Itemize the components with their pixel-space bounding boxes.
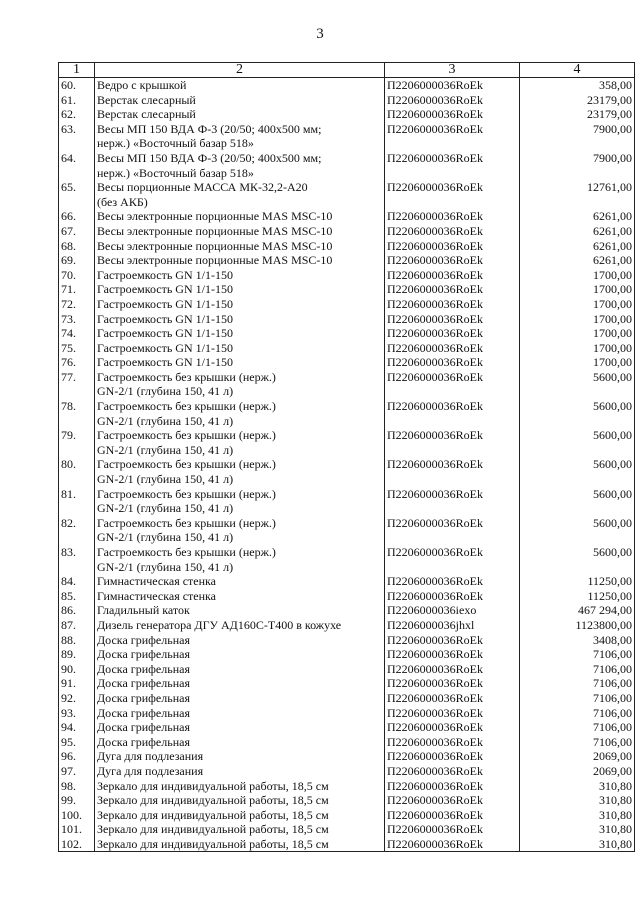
inventory-code: П2206000036RoEk bbox=[385, 297, 520, 312]
page-number: 3 bbox=[316, 26, 324, 42]
row-number: 80. bbox=[59, 457, 95, 486]
item-price: 7106,00 bbox=[520, 720, 635, 735]
row-number: 77. bbox=[59, 370, 95, 399]
table-row bbox=[59, 779, 635, 794]
item-price: 7106,00 bbox=[520, 691, 635, 706]
row-number: 66. bbox=[59, 209, 95, 224]
row-number: 65. bbox=[59, 180, 95, 209]
item-price: 7106,00 bbox=[520, 735, 635, 750]
item-price: 2069,00 bbox=[520, 749, 635, 764]
row-number: 81. bbox=[59, 487, 95, 516]
item-price: 310,80 bbox=[520, 793, 635, 808]
row-number: 98. bbox=[59, 779, 95, 794]
item-name: Весы электронные порционные MAS MSC-10 bbox=[95, 209, 385, 224]
header-col-1: 1 bbox=[59, 63, 95, 78]
table-row bbox=[59, 749, 635, 764]
table-row bbox=[59, 662, 635, 677]
item-price: 2069,00 bbox=[520, 764, 635, 779]
inventory-code: П2206000036RoEk bbox=[385, 78, 520, 93]
row-number: 93. bbox=[59, 706, 95, 721]
table-header bbox=[59, 63, 635, 78]
item-name: Доска грифельная bbox=[95, 633, 385, 648]
item-price: 7106,00 bbox=[520, 676, 635, 691]
item-name: Доска грифельная bbox=[95, 676, 385, 691]
row-number: 89. bbox=[59, 647, 95, 662]
inventory-code: П2206000036RoEk bbox=[385, 837, 520, 852]
row-number: 73. bbox=[59, 312, 95, 327]
row-number: 94. bbox=[59, 720, 95, 735]
table-row bbox=[59, 618, 635, 633]
item-price: 5600,00 bbox=[520, 399, 635, 428]
row-number: 70. bbox=[59, 268, 95, 283]
table-row bbox=[59, 297, 635, 312]
item-price: 7900,00 bbox=[520, 151, 635, 180]
item-price: 5600,00 bbox=[520, 457, 635, 486]
row-number: 74. bbox=[59, 326, 95, 341]
table-row bbox=[59, 78, 635, 93]
row-number: 76. bbox=[59, 355, 95, 370]
item-price: 1700,00 bbox=[520, 312, 635, 327]
item-price: 310,80 bbox=[520, 822, 635, 837]
row-number: 78. bbox=[59, 399, 95, 428]
item-name: Доска грифельная bbox=[95, 720, 385, 735]
table-row bbox=[59, 647, 635, 662]
table-row bbox=[59, 341, 635, 356]
row-number: 100. bbox=[59, 808, 95, 823]
table-row bbox=[59, 151, 635, 180]
item-name: Дуга для подлезания bbox=[95, 764, 385, 779]
item-price: 1700,00 bbox=[520, 326, 635, 341]
row-number: 68. bbox=[59, 239, 95, 254]
item-price: 5600,00 bbox=[520, 428, 635, 457]
row-number: 85. bbox=[59, 589, 95, 604]
item-name: Весы МП 150 ВДА Ф-3 (20/50; 400х500 мм; нерж.) «Восточный базар 518» bbox=[95, 151, 385, 180]
item-name: Доска грифельная bbox=[95, 706, 385, 721]
item-name: Доска грифельная bbox=[95, 691, 385, 706]
item-name: Гастроемкость GN 1/1-150 bbox=[95, 312, 385, 327]
inventory-code: П2206000036RoEk bbox=[385, 749, 520, 764]
inventory-code: П2206000036RoEk bbox=[385, 662, 520, 677]
inventory-code: П2206000036RoEk bbox=[385, 691, 520, 706]
item-name: Гастроемкость без крышки (нерж.) GN-2/1 (глубина 150, 41 л) bbox=[95, 428, 385, 457]
inventory-code: П2206000036RoEk bbox=[385, 224, 520, 239]
row-number: 95. bbox=[59, 735, 95, 750]
item-name: Весы электронные порционные MAS MSC-10 bbox=[95, 253, 385, 268]
header-col-3: 3 bbox=[385, 63, 520, 78]
item-price: 23179,00 bbox=[520, 107, 635, 122]
table-body bbox=[59, 78, 635, 852]
item-name: Гастроемкость без крышки (нерж.) GN-2/1 (глубина 150, 41 л) bbox=[95, 487, 385, 516]
inventory-code: П2206000036RoEk bbox=[385, 93, 520, 108]
row-number: 86. bbox=[59, 603, 95, 618]
item-name: Гастроемкость без крышки (нерж.) GN-2/1 (глубина 150, 41 л) bbox=[95, 457, 385, 486]
table-row bbox=[59, 355, 635, 370]
item-name: Зеркало для индивидуальной работы, 18,5 см bbox=[95, 808, 385, 823]
inventory-code: П2206000036RoEk bbox=[385, 822, 520, 837]
item-price: 358,00 bbox=[520, 78, 635, 93]
item-price: 7106,00 bbox=[520, 662, 635, 677]
table-row bbox=[59, 822, 635, 837]
row-number: 79. bbox=[59, 428, 95, 457]
header-col-4: 4 bbox=[520, 63, 635, 78]
inventory-code: П2206000036RoEk bbox=[385, 180, 520, 209]
item-name: Гастроемкость GN 1/1-150 bbox=[95, 282, 385, 297]
inventory-code: П2206000036RoEk bbox=[385, 370, 520, 399]
inventory-code: П2206000036RoEk bbox=[385, 312, 520, 327]
table-row bbox=[59, 487, 635, 516]
item-price: 467 294,00 bbox=[520, 603, 635, 618]
table-row bbox=[59, 326, 635, 341]
item-name: Гастроемкость GN 1/1-150 bbox=[95, 297, 385, 312]
item-price: 5600,00 bbox=[520, 516, 635, 545]
item-price: 7106,00 bbox=[520, 706, 635, 721]
item-price: 6261,00 bbox=[520, 209, 635, 224]
inventory-code: П2206000036RoEk bbox=[385, 735, 520, 750]
item-name: Гладильный каток bbox=[95, 603, 385, 618]
row-number: 67. bbox=[59, 224, 95, 239]
item-name: Гастроемкость без крышки (нерж.) GN-2/1 (глубина 150, 41 л) bbox=[95, 545, 385, 574]
item-price: 5600,00 bbox=[520, 370, 635, 399]
inventory-code: П2206000036RoEk bbox=[385, 487, 520, 516]
inventory-code: П2206000036RoEk bbox=[385, 282, 520, 297]
inventory-code: П2206000036RoEk bbox=[385, 633, 520, 648]
inventory-code: П2206000036RoEk bbox=[385, 268, 520, 283]
inventory-code: П2206000036RoEk bbox=[385, 764, 520, 779]
row-number: 64. bbox=[59, 151, 95, 180]
inventory-code: П2206000036RoEk bbox=[385, 676, 520, 691]
table-row bbox=[59, 589, 635, 604]
item-name: Доска грифельная bbox=[95, 735, 385, 750]
item-name: Доска грифельная bbox=[95, 662, 385, 677]
item-name: Весы МП 150 ВДА Ф-3 (20/50; 400х500 мм; нерж.) «Восточный базар 518» bbox=[95, 122, 385, 151]
inventory-code: П2206000036RoEk bbox=[385, 239, 520, 254]
table-row bbox=[59, 837, 635, 852]
table-row bbox=[59, 122, 635, 151]
table-row bbox=[59, 720, 635, 735]
table-row bbox=[59, 428, 635, 457]
table-row bbox=[59, 808, 635, 823]
table-row bbox=[59, 457, 635, 486]
item-price: 6261,00 bbox=[520, 224, 635, 239]
item-price: 6261,00 bbox=[520, 253, 635, 268]
item-name: Зеркало для индивидуальной работы, 18,5 см bbox=[95, 837, 385, 852]
table-row bbox=[59, 107, 635, 122]
table-row bbox=[59, 793, 635, 808]
item-price: 6261,00 bbox=[520, 239, 635, 254]
item-name: Гастроемкость GN 1/1-150 bbox=[95, 268, 385, 283]
inventory-code: П2206000036RoEk bbox=[385, 428, 520, 457]
table-row bbox=[59, 764, 635, 779]
row-number: 88. bbox=[59, 633, 95, 648]
table-row bbox=[59, 706, 635, 721]
item-name: Весы электронные порционные MAS MSC-10 bbox=[95, 224, 385, 239]
item-name: Гастроемкость без крышки (нерж.) GN-2/1 (глубина 150, 41 л) bbox=[95, 370, 385, 399]
table-row bbox=[59, 93, 635, 108]
header-row bbox=[59, 63, 635, 78]
item-price: 5600,00 bbox=[520, 487, 635, 516]
inventory-code: П2206000036RoEk bbox=[385, 209, 520, 224]
row-number: 75. bbox=[59, 341, 95, 356]
row-number: 99. bbox=[59, 793, 95, 808]
row-number: 63. bbox=[59, 122, 95, 151]
item-name: Весы порционные МАССА МК-32,2-А20 (без АКБ) bbox=[95, 180, 385, 209]
inventory-code: П2206000036RoEk bbox=[385, 589, 520, 604]
table-row bbox=[59, 676, 635, 691]
item-name: Дуга для подлезания bbox=[95, 749, 385, 764]
inventory-code: П2206000036RoEk bbox=[385, 399, 520, 428]
inventory-code: П2206000036RoEk bbox=[385, 516, 520, 545]
table-row bbox=[59, 312, 635, 327]
row-number: 92. bbox=[59, 691, 95, 706]
row-number: 87. bbox=[59, 618, 95, 633]
row-number: 82. bbox=[59, 516, 95, 545]
item-name: Весы электронные порционные MAS MSC-10 bbox=[95, 239, 385, 254]
item-price: 310,80 bbox=[520, 808, 635, 823]
inventory-code: П2206000036RoEk bbox=[385, 808, 520, 823]
item-name: Дизель генератора ДГУ АД160С-Т400 в кожухе bbox=[95, 618, 385, 633]
inventory-code: П2206000036RoEk bbox=[385, 326, 520, 341]
row-number: 61. bbox=[59, 93, 95, 108]
item-name: Гимнастическая стенка bbox=[95, 589, 385, 604]
table-row bbox=[59, 224, 635, 239]
row-number: 91. bbox=[59, 676, 95, 691]
row-number: 101. bbox=[59, 822, 95, 837]
inventory-code: П2206000036RoEk bbox=[385, 355, 520, 370]
row-number: 83. bbox=[59, 545, 95, 574]
item-price: 23179,00 bbox=[520, 93, 635, 108]
item-name: Гастроемкость без крышки (нерж.) GN-2/1 (глубина 150, 41 л) bbox=[95, 516, 385, 545]
inventory-code: П2206000036RoEk bbox=[385, 107, 520, 122]
item-name: Зеркало для индивидуальной работы, 18,5 см bbox=[95, 779, 385, 794]
inventory-code: П2206000036RoEk bbox=[385, 151, 520, 180]
item-price: 11250,00 bbox=[520, 574, 635, 589]
item-name: Ведро с крышкой bbox=[95, 78, 385, 93]
item-price: 310,80 bbox=[520, 779, 635, 794]
row-number: 72. bbox=[59, 297, 95, 312]
table-row bbox=[59, 239, 635, 254]
table-row bbox=[59, 633, 635, 648]
item-name: Гимнастическая стенка bbox=[95, 574, 385, 589]
table-row bbox=[59, 180, 635, 209]
table-row bbox=[59, 399, 635, 428]
row-number: 97. bbox=[59, 764, 95, 779]
item-name: Гастроемкость GN 1/1-150 bbox=[95, 355, 385, 370]
inventory-code: П2206000036RoEk bbox=[385, 706, 520, 721]
table-row bbox=[59, 691, 635, 706]
inventory-table bbox=[58, 62, 635, 852]
row-number: 62. bbox=[59, 107, 95, 122]
header-col-2: 2 bbox=[95, 63, 385, 78]
inventory-code: П2206000036RoEk bbox=[385, 720, 520, 735]
table-row bbox=[59, 545, 635, 574]
inventory-code: П2206000036RoEk bbox=[385, 457, 520, 486]
inventory-code: П2206000036RoEk bbox=[385, 779, 520, 794]
table-row bbox=[59, 282, 635, 297]
item-price: 1123800,00 bbox=[520, 618, 635, 633]
inventory-code: П2206000036jhxl bbox=[385, 618, 520, 633]
table-row bbox=[59, 516, 635, 545]
inventory-code: П2206000036iexo bbox=[385, 603, 520, 618]
inventory-code: П2206000036RoEk bbox=[385, 545, 520, 574]
table-row bbox=[59, 574, 635, 589]
item-price: 1700,00 bbox=[520, 268, 635, 283]
table-row bbox=[59, 209, 635, 224]
item-price: 1700,00 bbox=[520, 341, 635, 356]
item-price: 1700,00 bbox=[520, 297, 635, 312]
row-number: 71. bbox=[59, 282, 95, 297]
item-name: Гастроемкость без крышки (нерж.) GN-2/1 (глубина 150, 41 л) bbox=[95, 399, 385, 428]
item-name: Гастроемкость GN 1/1-150 bbox=[95, 326, 385, 341]
item-name: Гастроемкость GN 1/1-150 bbox=[95, 341, 385, 356]
row-number: 102. bbox=[59, 837, 95, 852]
inventory-code: П2206000036RoEk bbox=[385, 253, 520, 268]
item-price: 7106,00 bbox=[520, 647, 635, 662]
item-name: Верстак слесарный bbox=[95, 107, 385, 122]
item-price: 1700,00 bbox=[520, 355, 635, 370]
table-row bbox=[59, 268, 635, 283]
item-price: 11250,00 bbox=[520, 589, 635, 604]
table-row bbox=[59, 735, 635, 750]
inventory-code: П2206000036RoEk bbox=[385, 793, 520, 808]
item-name: Зеркало для индивидуальной работы, 18,5 см bbox=[95, 822, 385, 837]
inventory-code: П2206000036RoEk bbox=[385, 574, 520, 589]
row-number: 69. bbox=[59, 253, 95, 268]
item-price: 7900,00 bbox=[520, 122, 635, 151]
item-name: Доска грифельная bbox=[95, 647, 385, 662]
item-price: 310,80 bbox=[520, 837, 635, 852]
inventory-code: П2206000036RoEk bbox=[385, 341, 520, 356]
inventory-code: П2206000036RoEk bbox=[385, 122, 520, 151]
item-price: 1700,00 bbox=[520, 282, 635, 297]
item-price: 12761,00 bbox=[520, 180, 635, 209]
item-name: Верстак слесарный bbox=[95, 93, 385, 108]
row-number: 96. bbox=[59, 749, 95, 764]
inventory-code: П2206000036RoEk bbox=[385, 647, 520, 662]
item-price: 3408,00 bbox=[520, 633, 635, 648]
row-number: 60. bbox=[59, 78, 95, 93]
table-row bbox=[59, 603, 635, 618]
item-name: Зеркало для индивидуальной работы, 18,5 см bbox=[95, 793, 385, 808]
item-price: 5600,00 bbox=[520, 545, 635, 574]
table-row bbox=[59, 370, 635, 399]
row-number: 84. bbox=[59, 574, 95, 589]
table-row bbox=[59, 253, 635, 268]
row-number: 90. bbox=[59, 662, 95, 677]
